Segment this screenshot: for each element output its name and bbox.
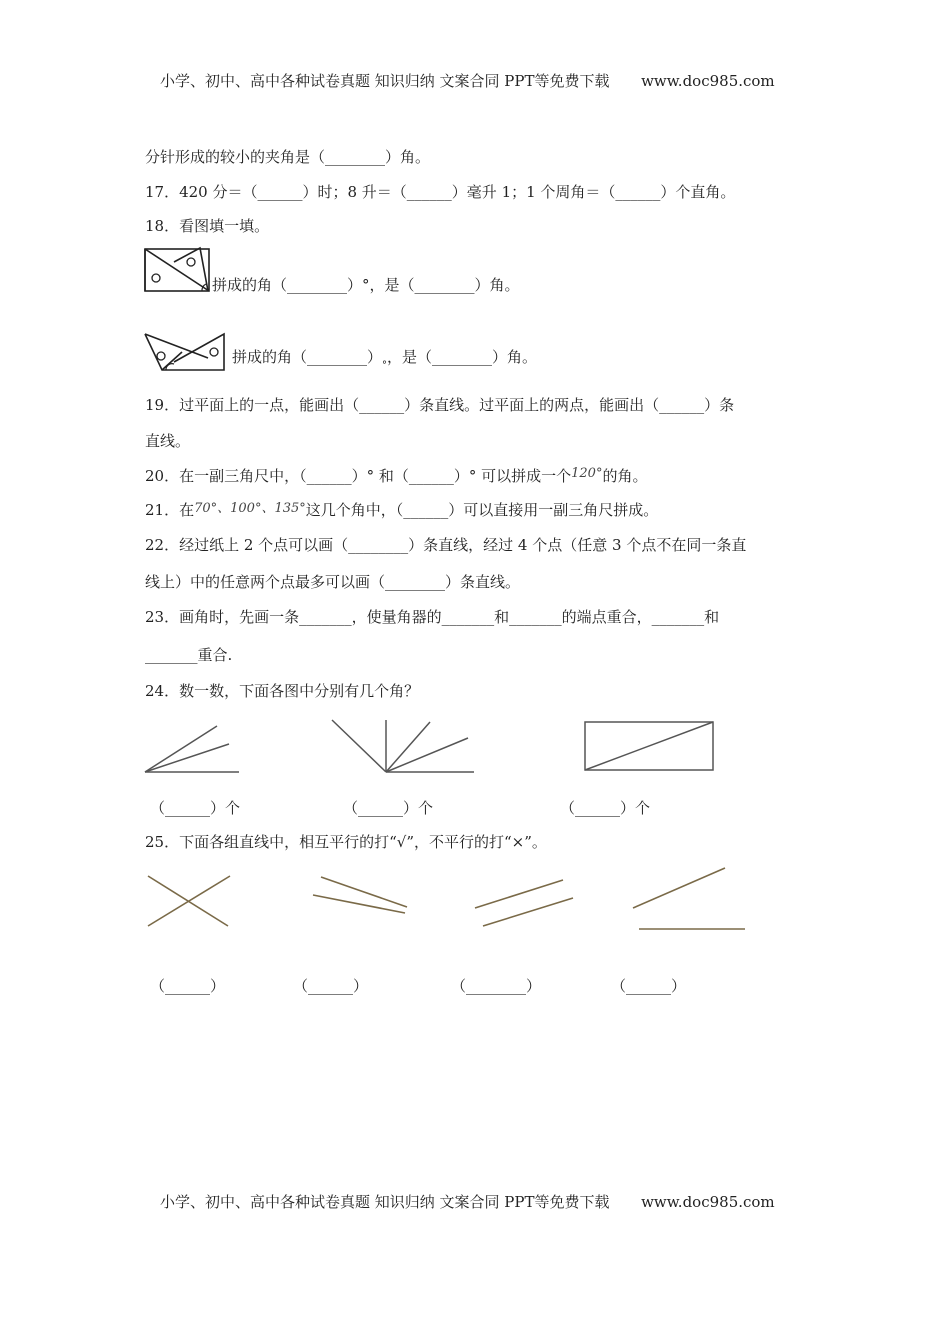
- q20-part1: 20．在一副三角尺中，（______）° 和（______）° 可以拼成一个: [145, 467, 572, 485]
- q20-part2: 的角。: [602, 467, 648, 485]
- q22-line-b: 线上）中的任意两个点最多可以画（________）条直线。: [145, 573, 521, 591]
- q23-line-b: _______重合.: [145, 646, 233, 664]
- q24-figure-2: [330, 718, 475, 774]
- footer-url[interactable]: www.doc985.com: [641, 1193, 775, 1211]
- q25-figure-1: [146, 872, 232, 928]
- q18-figure-2: [144, 332, 228, 372]
- q21-part2: 这几个角中，（______）可以直接用一副三角尺拼成。: [305, 501, 659, 519]
- q19-line-a: 19．过平面上的一点，能画出（______）条直线。过平面上的两点，能画出（______）条: [145, 396, 735, 414]
- q19-line-b: 直线。: [145, 432, 191, 450]
- q18-b-part2: ，是（________）角。: [387, 348, 538, 366]
- q25-answer-1[interactable]: （______）: [150, 977, 226, 995]
- q25-answer-3[interactable]: （________）: [451, 977, 542, 995]
- q24-answer-3[interactable]: （______）个: [560, 799, 651, 817]
- q24-answer-2[interactable]: （______）个: [343, 799, 434, 817]
- q23-line-a: 23．画角时，先画一条_______，使量角器的_______和_______的端点重合，_______和: [145, 608, 720, 626]
- q22-line-a: 22．经过纸上 2 个点可以画（________）条直线，经过 4 个点（任意 3 个点不在同一条直: [145, 536, 747, 554]
- q18-figure-1: [144, 248, 214, 294]
- q20-line: [145, 466, 647, 488]
- header-text: 小学、初中、高中各种试卷真题 知识归纳 文案合同 PPT等免费下载: [160, 72, 610, 90]
- q24-title: 24．数一数，下面各图中分别有几个角？: [145, 682, 420, 700]
- q18-line-b: [232, 347, 537, 370]
- q18-b-part1: 拼成的角（________）: [232, 348, 383, 366]
- q20-angle: 120°: [571, 466, 603, 481]
- q25-answer-4[interactable]: （______）: [611, 977, 687, 995]
- q21-line: [145, 500, 658, 522]
- q25-figure-3: [473, 878, 575, 928]
- q16-line: 分针形成的较小的夹角是（________）角。: [145, 148, 431, 166]
- q25-figure-4: [631, 866, 747, 932]
- q24-figure-1: [143, 718, 243, 774]
- q21-part1: 21．在: [145, 501, 195, 519]
- q17-line: 17．420 分＝（______）时；8 升＝（______）毫升 1；1 个周角＝（______）个直角。: [145, 183, 736, 201]
- page-footer: [160, 1191, 775, 1212]
- q24-answer-1[interactable]: （______）个: [150, 799, 241, 817]
- page-header: [160, 70, 775, 91]
- q18-line-a: 拼成的角（________）°，是（________）角。: [212, 276, 520, 294]
- header-url[interactable]: www.doc985.com: [641, 72, 775, 90]
- q25-title: 25．下面各组直线中，相互平行的打“√”，不平行的打“×”。: [145, 833, 547, 851]
- q18-b-degree: °: [382, 360, 388, 371]
- q25-figure-2: [311, 875, 411, 915]
- footer-text: 小学、初中、高中各种试卷真题 知识归纳 文案合同 PPT等免费下载: [160, 1193, 610, 1211]
- q18-title: 18．看图填一填。: [145, 217, 270, 235]
- q24-figure-3: [583, 720, 715, 772]
- q25-answer-2[interactable]: （______）: [293, 977, 369, 995]
- q21-angles: 70°、100°、135°: [194, 501, 306, 516]
